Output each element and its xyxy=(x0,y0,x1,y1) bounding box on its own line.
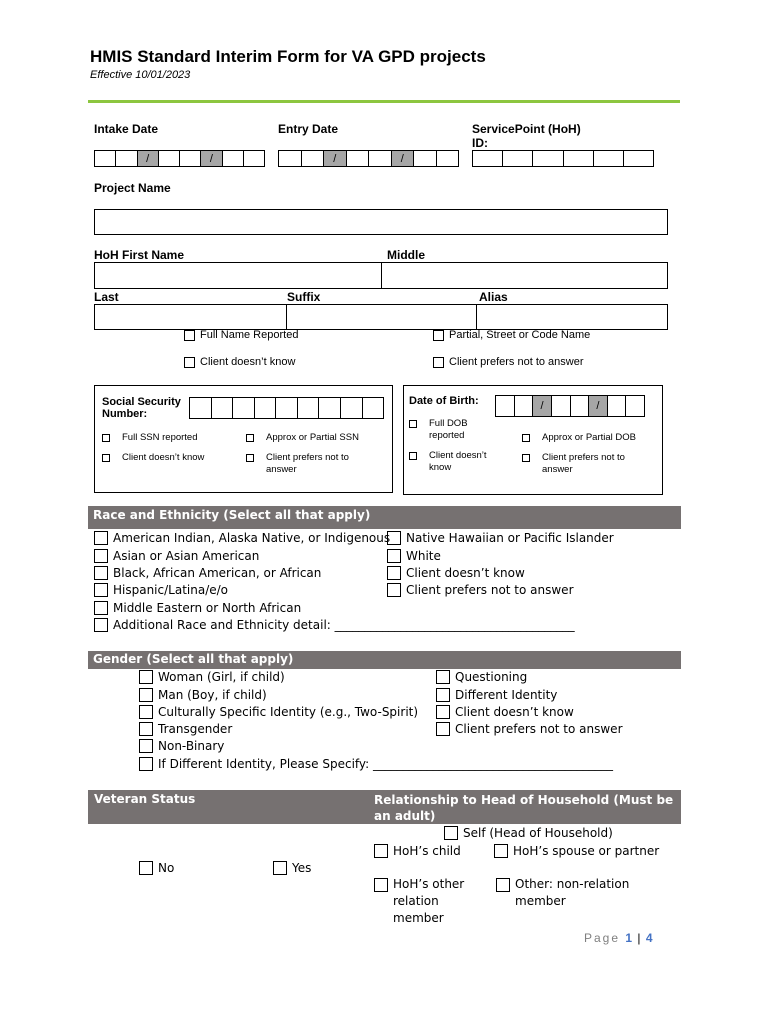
total-pages: 4 xyxy=(645,931,653,945)
alias-input[interactable] xyxy=(476,304,668,330)
relationship-child-option[interactable]: HoH’s child xyxy=(374,843,461,858)
checkbox[interactable] xyxy=(436,688,450,702)
checkbox[interactable] xyxy=(246,454,254,462)
checkbox[interactable] xyxy=(436,670,450,684)
gender-option[interactable]: Non-Binary xyxy=(139,738,224,753)
checkbox[interactable] xyxy=(184,357,195,368)
race-option[interactable]: Asian or Asian American xyxy=(94,548,259,563)
checkbox[interactable] xyxy=(94,566,108,580)
checkbox[interactable] xyxy=(139,705,153,719)
race-option[interactable]: American Indian, Alaska Native, or Indigenous xyxy=(94,530,390,545)
intake-date-label: Intake Date xyxy=(94,122,159,136)
last-name-input[interactable] xyxy=(94,304,287,330)
race-section-header: Race and Ethnicity (Select all that apply) xyxy=(88,506,681,529)
ssn-option-full[interactable]: Full SSN reported xyxy=(102,432,198,444)
suffix-label: Suffix xyxy=(287,290,321,304)
ssn-option-partial[interactable]: Approx or Partial SSN xyxy=(246,432,359,444)
checkbox[interactable] xyxy=(94,531,108,545)
name-option-prefers-not[interactable]: Client prefers not to answer xyxy=(433,356,584,368)
gender-option-specify[interactable]: If Different Identity, Please Specify: ________________________________________ xyxy=(139,756,613,771)
project-name-label: Project Name xyxy=(94,181,171,195)
checkbox[interactable] xyxy=(139,722,153,736)
checkbox[interactable] xyxy=(409,452,417,460)
gender-option[interactable]: Woman (Girl, if child) xyxy=(139,669,285,684)
checkbox[interactable] xyxy=(94,618,108,632)
alias-label: Alias xyxy=(479,290,508,304)
race-option[interactable]: Client prefers not to answer xyxy=(387,582,574,597)
checkbox[interactable] xyxy=(374,844,388,858)
checkbox[interactable] xyxy=(139,861,153,875)
first-name-input[interactable] xyxy=(94,262,382,289)
dob-input[interactable]: / / xyxy=(495,395,645,417)
checkbox[interactable] xyxy=(522,434,530,442)
checkbox[interactable] xyxy=(374,878,388,892)
entry-date-label: Entry Date xyxy=(278,122,339,136)
middle-name-label: Middle xyxy=(387,248,425,262)
checkbox[interactable] xyxy=(102,454,110,462)
checkbox[interactable] xyxy=(246,434,254,442)
checkbox[interactable] xyxy=(139,670,153,684)
checkbox[interactable] xyxy=(496,878,510,892)
checkbox[interactable] xyxy=(387,583,401,597)
intake-date-input[interactable]: / / xyxy=(94,150,265,167)
veteran-status-header: Veteran Status xyxy=(94,792,196,806)
race-option[interactable]: Middle Eastern or North African xyxy=(94,600,301,615)
ssn-option-prefers-not[interactable]: Client prefers not to answer xyxy=(246,452,376,476)
relationship-other-non-relation-option[interactable]: Other: non-relation member xyxy=(496,878,633,910)
page-number: 1 xyxy=(625,931,633,945)
checkbox[interactable] xyxy=(139,688,153,702)
checkbox[interactable] xyxy=(387,549,401,563)
gender-option[interactable]: Questioning xyxy=(436,669,527,684)
checkbox[interactable] xyxy=(433,330,444,341)
name-option-partial[interactable]: Partial, Street or Code Name xyxy=(433,329,590,341)
checkbox[interactable] xyxy=(522,454,530,462)
checkbox[interactable] xyxy=(444,826,458,840)
veteran-no-option[interactable]: No xyxy=(139,860,174,875)
gender-section-header: Gender (Select all that apply) xyxy=(88,651,681,669)
race-option[interactable]: Native Hawaiian or Pacific Islander xyxy=(387,530,614,545)
name-option-full[interactable]: Full Name Reported xyxy=(184,329,298,341)
project-name-input[interactable] xyxy=(94,209,668,235)
gender-option[interactable]: Man (Boy, if child) xyxy=(139,687,267,702)
suffix-input[interactable] xyxy=(286,304,477,330)
race-option[interactable]: Hispanic/Latina/e/o xyxy=(94,582,228,597)
relationship-spouse-option[interactable]: HoH’s spouse or partner xyxy=(494,843,659,858)
checkbox[interactable] xyxy=(433,357,444,368)
header-divider xyxy=(88,100,680,103)
gender-option[interactable]: Client doesn’t know xyxy=(436,704,574,719)
page-word: Page xyxy=(584,931,621,945)
middle-name-input[interactable] xyxy=(381,262,668,289)
checkbox[interactable] xyxy=(94,583,108,597)
checkbox[interactable] xyxy=(94,601,108,615)
ssn-input[interactable] xyxy=(189,397,384,419)
gender-option[interactable]: Transgender xyxy=(139,721,232,736)
checkbox[interactable] xyxy=(494,844,508,858)
servicepoint-label: ServicePoint (HoH) ID: xyxy=(472,122,581,150)
race-option[interactable]: Black, African American, or African xyxy=(94,565,321,580)
dob-label: Date of Birth: xyxy=(409,395,479,407)
ssn-option-doesnt-know[interactable]: Client doesn’t know xyxy=(102,452,204,464)
ssn-label: Social Security Number: xyxy=(102,396,181,420)
checkbox[interactable] xyxy=(139,757,153,771)
checkbox[interactable] xyxy=(387,566,401,580)
checkbox[interactable] xyxy=(409,420,417,428)
checkbox[interactable] xyxy=(139,739,153,753)
gender-option[interactable]: Culturally Specific Identity (e.g., Two-Spirit) xyxy=(139,704,418,719)
checkbox[interactable] xyxy=(184,330,195,341)
dob-option-partial[interactable]: Approx or Partial DOB xyxy=(522,432,636,444)
checkbox[interactable] xyxy=(436,705,450,719)
dob-option-doesnt-know[interactable]: Client doesn’t know xyxy=(409,450,499,474)
effective-date: Effective 10/01/2023 xyxy=(90,69,191,81)
last-name-label: Last xyxy=(94,290,119,304)
checkbox[interactable] xyxy=(273,861,287,875)
race-option[interactable]: Client doesn’t know xyxy=(387,565,525,580)
dob-option-prefers-not[interactable]: Client prefers not to answer xyxy=(522,452,647,476)
checkbox[interactable] xyxy=(436,722,450,736)
relationship-other-relation-option[interactable]: HoH’s other relation member xyxy=(374,878,491,927)
race-option-additional-detail[interactable]: Additional Race and Ethnicity detail: ________________________________________ xyxy=(94,617,575,632)
checkbox[interactable] xyxy=(94,549,108,563)
checkbox[interactable] xyxy=(102,434,110,442)
gender-option[interactable]: Different Identity xyxy=(436,687,557,702)
dob-option-full[interactable]: Full DOB reported xyxy=(409,418,489,442)
race-option[interactable]: White xyxy=(387,548,441,563)
servicepoint-id-input[interactable] xyxy=(472,150,654,167)
page-footer: Page 1 | 4 xyxy=(584,931,653,945)
first-name-label: HoH First Name xyxy=(94,248,185,262)
form-title: HMIS Standard Interim Form for VA GPD projects xyxy=(90,47,486,66)
veteran-yes-option[interactable]: Yes xyxy=(273,860,311,875)
relationship-header: Relationship to Head of Household (Must be an adult) xyxy=(374,793,674,823)
gender-option[interactable]: Client prefers not to answer xyxy=(436,721,623,736)
entry-date-input[interactable]: / / xyxy=(278,150,459,167)
checkbox[interactable] xyxy=(387,531,401,545)
name-option-doesnt-know[interactable]: Client doesn’t know xyxy=(184,356,295,368)
relationship-self-option[interactable]: Self (Head of Household) xyxy=(444,825,613,840)
